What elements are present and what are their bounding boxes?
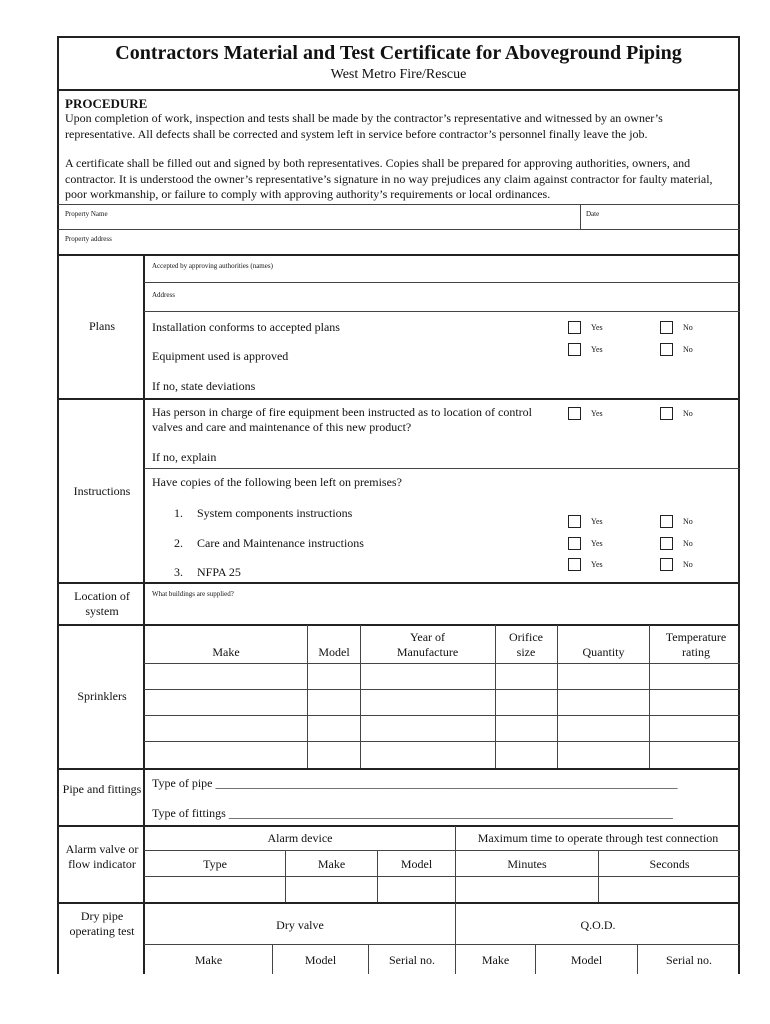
pipe-fittings-label: Pipe and fittings bbox=[62, 782, 142, 796]
copies-item-1-no-checkbox[interactable] bbox=[660, 515, 673, 528]
instructions-q1-no-checkbox[interactable] bbox=[660, 407, 673, 420]
dry-valve-header: Dry valve bbox=[276, 918, 324, 932]
instructions-explain-field[interactable] bbox=[230, 446, 735, 466]
copies-item-1-num: 1. bbox=[174, 506, 183, 520]
sprinklers-col-quantity: Quantity bbox=[582, 645, 625, 659]
plans-q2-no-checkbox[interactable] bbox=[660, 343, 673, 356]
alarm-table-body[interactable] bbox=[146, 878, 738, 900]
procedure-paragraph-2: A certificate shall be filled out and signed by both representatives. Copies shall be prepared for approving authorities, owners, and contractor. It is understood the owner’s representative’s signature in no way prejudices any claim against contractor for faulty material, poor workmanship, or failure to comply with approving authority’s requirements or local ordinances. bbox=[65, 156, 713, 201]
accepted-by-field[interactable] bbox=[320, 256, 735, 281]
yes-label: Yes bbox=[591, 409, 603, 418]
alarm-device-header: Alarm device bbox=[267, 831, 333, 845]
qod-col-model: Model bbox=[570, 953, 603, 967]
alarm-valve-label: Alarm valve or flow indicator bbox=[65, 842, 139, 871]
instructions-label: Instructions bbox=[73, 484, 131, 498]
plans-q1-yes-checkbox[interactable] bbox=[568, 321, 581, 334]
yes-label: Yes bbox=[591, 345, 603, 354]
instructions-q1-yes-checkbox[interactable] bbox=[568, 407, 581, 420]
yes-label: Yes bbox=[591, 560, 603, 569]
type-of-pipe-field[interactable]: Type of pipe _____________________________________________________________________________ bbox=[152, 776, 678, 790]
alarm-col-seconds: Seconds bbox=[649, 857, 690, 871]
form-subtitle: West Metro Fire/Rescue bbox=[330, 67, 467, 82]
dry-pipe-label: Dry pipe operating test bbox=[69, 909, 135, 938]
plans-deviations-field[interactable] bbox=[270, 375, 735, 395]
property-name-label: Property Name bbox=[65, 210, 108, 218]
qod-header: Q.O.D. bbox=[580, 918, 616, 932]
yes-label: Yes bbox=[591, 517, 603, 526]
no-label: No bbox=[683, 323, 693, 332]
procedure-heading: PROCEDURE bbox=[65, 96, 148, 111]
dry-valve-col-make: Make bbox=[194, 953, 223, 967]
plans-address-label: Address bbox=[152, 291, 175, 299]
plans-question-2: Equipment used is approved bbox=[152, 349, 289, 363]
copies-question: Have copies of the following been left on premises? bbox=[152, 475, 402, 489]
type-of-fittings-field[interactable]: Type of fittings __________________________________________________________________________ bbox=[152, 806, 673, 820]
plans-deviations-label: If no, state deviations bbox=[152, 379, 256, 393]
alarm-col-make: Make bbox=[317, 857, 346, 871]
copies-item-3-num: 3. bbox=[174, 565, 183, 579]
sprinklers-col-orifice: Orifice size bbox=[509, 630, 543, 659]
no-label: No bbox=[683, 409, 693, 418]
alarm-col-minutes: Minutes bbox=[507, 857, 547, 871]
alarm-col-model: Model bbox=[400, 857, 433, 871]
sprinklers-col-year: Year of Manufacture bbox=[396, 630, 459, 659]
location-label: Location of system bbox=[74, 589, 130, 618]
copies-item-2-yes-checkbox[interactable] bbox=[568, 537, 581, 550]
plans-q1-no-checkbox[interactable] bbox=[660, 321, 673, 334]
copies-item-1-text: System components instructions bbox=[197, 506, 353, 520]
dry-valve-col-model: Model bbox=[304, 953, 337, 967]
form-title: Contractors Material and Test Certificate for Aboveground Piping bbox=[115, 42, 682, 64]
no-label: No bbox=[683, 517, 693, 526]
instructions-explain-label: If no, explain bbox=[152, 450, 217, 464]
sprinklers-col-model: Model bbox=[318, 645, 350, 659]
procedure-paragraph-1: Upon completion of work, inspection and tests shall be made by the contractor’s representative and witnessed by an owner’s representative. All defects shall be corrected and system left in service before contractor’s personnel finally leave the job. bbox=[65, 111, 663, 141]
no-label: No bbox=[683, 345, 693, 354]
qod-col-serial: Serial no. bbox=[666, 953, 712, 967]
plans-question-1: Installation conforms to accepted plans bbox=[152, 320, 340, 334]
location-question: What buildings are supplied? bbox=[152, 590, 234, 598]
location-field[interactable] bbox=[152, 602, 735, 622]
qod-col-make: Make bbox=[481, 953, 510, 967]
yes-label: Yes bbox=[591, 323, 603, 332]
sprinklers-label: Sprinklers bbox=[77, 689, 127, 703]
yes-label: Yes bbox=[591, 539, 603, 548]
max-time-header: Maximum time to operate through test connection bbox=[477, 831, 719, 845]
accepted-by-label: Accepted by approving authorities (names) bbox=[152, 262, 273, 270]
copies-item-3-yes-checkbox[interactable] bbox=[568, 558, 581, 571]
date-label: Date bbox=[586, 210, 600, 218]
alarm-col-type: Type bbox=[203, 857, 227, 871]
no-label: No bbox=[683, 560, 693, 569]
instructions-question-1: Has person in charge of fire equipment been instructed as to location of control valves and care and maintenance of this new product? bbox=[152, 405, 532, 434]
property-address-label: Property address bbox=[65, 235, 112, 243]
plans-q2-yes-checkbox[interactable] bbox=[568, 343, 581, 356]
copies-item-2-num: 2. bbox=[174, 536, 183, 550]
property-name-field[interactable] bbox=[160, 206, 575, 227]
dry-valve-col-serial: Serial no. bbox=[389, 953, 435, 967]
copies-item-2-text: Care and Maintenance instructions bbox=[197, 536, 364, 550]
plans-label: Plans bbox=[88, 319, 115, 333]
copies-item-2-no-checkbox[interactable] bbox=[660, 537, 673, 550]
sprinklers-table-body[interactable] bbox=[146, 665, 738, 765]
copies-item-3-text: NFPA 25 bbox=[197, 565, 241, 579]
copies-item-1-yes-checkbox[interactable] bbox=[568, 515, 581, 528]
sprinklers-col-temperature: Temperature rating bbox=[665, 630, 727, 659]
property-address-field[interactable] bbox=[160, 231, 735, 253]
copies-item-3-no-checkbox[interactable] bbox=[660, 558, 673, 571]
no-label: No bbox=[683, 539, 693, 548]
date-field[interactable] bbox=[620, 206, 735, 227]
sprinklers-col-make: Make bbox=[212, 645, 240, 659]
plans-address-field[interactable] bbox=[190, 284, 735, 310]
